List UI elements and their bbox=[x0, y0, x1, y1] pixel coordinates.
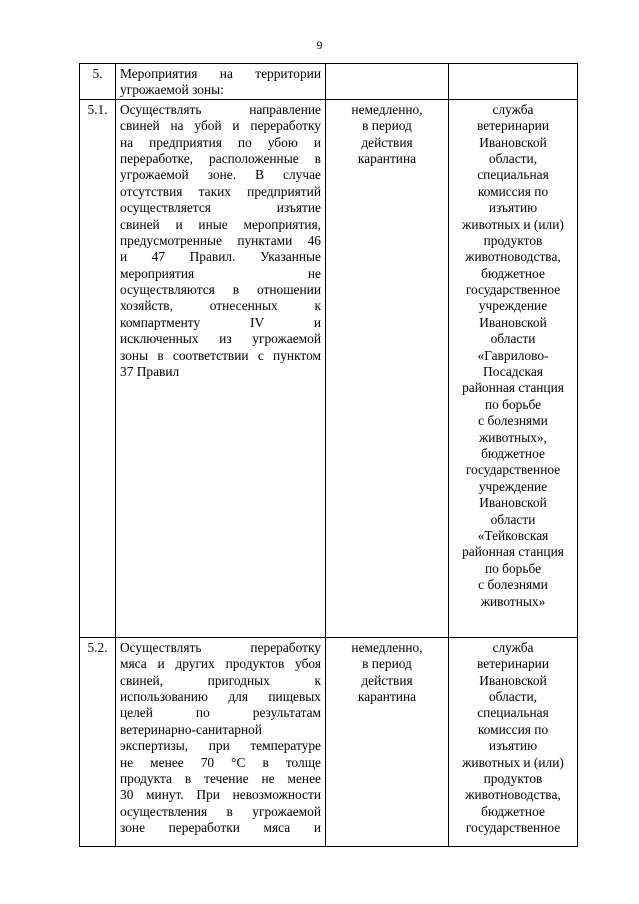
responsible-line: ветеринарии bbox=[477, 118, 549, 134]
text-line: хозяйств, отнесенных к bbox=[120, 298, 321, 314]
responsible-line: Ивановской bbox=[479, 134, 547, 150]
responsible-line: животных и (или) bbox=[462, 216, 564, 232]
text-line: осуществления в угрожаемой bbox=[120, 803, 321, 819]
table-row bbox=[80, 637, 578, 846]
responsible-line: области bbox=[490, 511, 536, 527]
table-row bbox=[80, 64, 578, 100]
measure-term bbox=[326, 99, 449, 637]
measure-term bbox=[326, 64, 449, 100]
responsible-line: Ивановской bbox=[479, 495, 547, 511]
measure-description bbox=[116, 64, 326, 100]
text-line: ветеринарно-санитарной bbox=[120, 721, 263, 737]
term-line: действия bbox=[361, 672, 413, 688]
responsible-line: государственное bbox=[465, 282, 561, 298]
measures-table bbox=[79, 63, 578, 847]
text-line: зоне переработки мяса и bbox=[120, 820, 321, 836]
page-number: 9 bbox=[316, 38, 323, 52]
table-row bbox=[80, 99, 578, 637]
responsible-line: комиссия по bbox=[477, 183, 549, 199]
responsible-line: учреждение bbox=[478, 478, 548, 494]
responsible-line: животных» bbox=[480, 593, 546, 609]
text-line: компартменту IV и bbox=[120, 314, 321, 330]
text-line: свиней, пригодных к bbox=[120, 672, 321, 688]
responsible-line: специальная bbox=[477, 705, 549, 721]
text-line: Мероприятия на территории bbox=[120, 66, 321, 81]
text-line: зоны в соответствии с пунктом bbox=[120, 347, 321, 363]
text-line: не менее 70 °С в толще bbox=[120, 754, 321, 770]
term-line: в период bbox=[362, 118, 412, 134]
term-line: в период bbox=[362, 656, 412, 672]
responsible-line: специальная bbox=[477, 167, 549, 183]
responsible-line: Ивановской bbox=[479, 314, 547, 330]
responsible-line: бюджетное bbox=[481, 445, 545, 461]
responsible-line: государственное bbox=[465, 462, 561, 478]
text-line: осуществляется изъятие bbox=[120, 200, 321, 216]
text-line: мяса и других продуктов убоя bbox=[120, 656, 321, 672]
measure-term bbox=[326, 637, 449, 846]
text-line: свиней на убой и переработку bbox=[120, 118, 321, 134]
text-line: угрожаемой зоны: bbox=[120, 82, 224, 98]
responsible-line: животных и (или) bbox=[462, 754, 564, 770]
term-line: действия bbox=[361, 134, 413, 150]
responsible-line: с болезнями bbox=[478, 577, 548, 593]
responsible-line: области bbox=[490, 331, 536, 347]
text-line: Осуществлять переработку bbox=[120, 639, 321, 655]
responsible-line: продуктов bbox=[483, 770, 543, 786]
term-line: карантина bbox=[357, 150, 417, 166]
responsible-line: комиссия по bbox=[477, 721, 549, 737]
responsible-line: ветеринарии bbox=[477, 656, 549, 672]
text-line: Осуществлять направление bbox=[120, 101, 321, 117]
responsible-line: Ивановской bbox=[479, 672, 547, 688]
text-line: свиней и иные мероприятия, bbox=[120, 216, 321, 232]
responsible-line: районная станция bbox=[462, 544, 564, 560]
text-line: и 47 Правил. Указанные bbox=[120, 249, 321, 265]
text-line: отсутствия таких предприятий bbox=[120, 183, 321, 199]
responsible-line: по борьбе bbox=[484, 396, 542, 412]
measure-responsible bbox=[449, 99, 578, 637]
responsible-line: учреждение bbox=[478, 298, 548, 314]
responsible-line: Посадская bbox=[483, 364, 543, 380]
text-line: на предприятия по убою и bbox=[120, 134, 321, 150]
responsible-line: области, bbox=[488, 688, 538, 704]
text-line: продукта в течение не менее bbox=[120, 770, 321, 786]
responsible-line: бюджетное bbox=[481, 265, 545, 281]
measure-responsible bbox=[449, 64, 578, 100]
responsible-line: служба bbox=[492, 639, 534, 655]
item-number: 5. bbox=[80, 64, 116, 100]
responsible-line: районная станция bbox=[462, 380, 564, 396]
responsible-line: «Тейковская bbox=[477, 527, 549, 543]
term-line: немедленно, bbox=[351, 639, 423, 655]
responsible-line: государственное bbox=[465, 820, 561, 836]
text-line: мероприятия не bbox=[120, 265, 321, 281]
text-line: использованию для пищевых bbox=[120, 688, 321, 704]
text-line: 37 Правил bbox=[120, 364, 180, 380]
term-line: немедленно, bbox=[351, 101, 423, 117]
item-number: 5.2. bbox=[80, 637, 116, 846]
responsible-line: животных», bbox=[479, 429, 547, 445]
text-line: предусмотренные пунктами 46 bbox=[120, 232, 321, 248]
text-line: экспертизы, при температуре bbox=[120, 738, 321, 754]
responsible-line: животноводства, bbox=[465, 249, 561, 265]
responsible-line: служба bbox=[492, 101, 534, 117]
responsible-line: бюджетное bbox=[481, 803, 545, 819]
responsible-line: по борьбе bbox=[484, 560, 542, 576]
text-line: переработке, расположенные в bbox=[120, 150, 321, 166]
term-line: карантина bbox=[357, 688, 417, 704]
measure-description bbox=[116, 637, 326, 846]
responsible-line: «Гаврилово- bbox=[477, 347, 549, 363]
item-number: 5.1. bbox=[80, 99, 116, 637]
measure-responsible bbox=[449, 637, 578, 846]
responsible-line: изъятию bbox=[488, 200, 538, 216]
responsible-line: продуктов bbox=[483, 232, 543, 248]
text-line: осуществляются в отношении bbox=[120, 282, 321, 298]
responsible-line: с болезнями bbox=[478, 413, 548, 429]
responsible-line: животноводства, bbox=[465, 787, 561, 803]
responsible-line: изъятию bbox=[488, 738, 538, 754]
text-line: угрожаемой зоне. В случае bbox=[120, 167, 321, 183]
text-line: исключенных из угрожаемой bbox=[120, 331, 321, 347]
responsible-line: области, bbox=[488, 150, 538, 166]
text-line: 30 минут. При невозможности bbox=[120, 787, 321, 803]
measure-description bbox=[116, 99, 326, 637]
text-line: целей по результатам bbox=[120, 705, 321, 721]
